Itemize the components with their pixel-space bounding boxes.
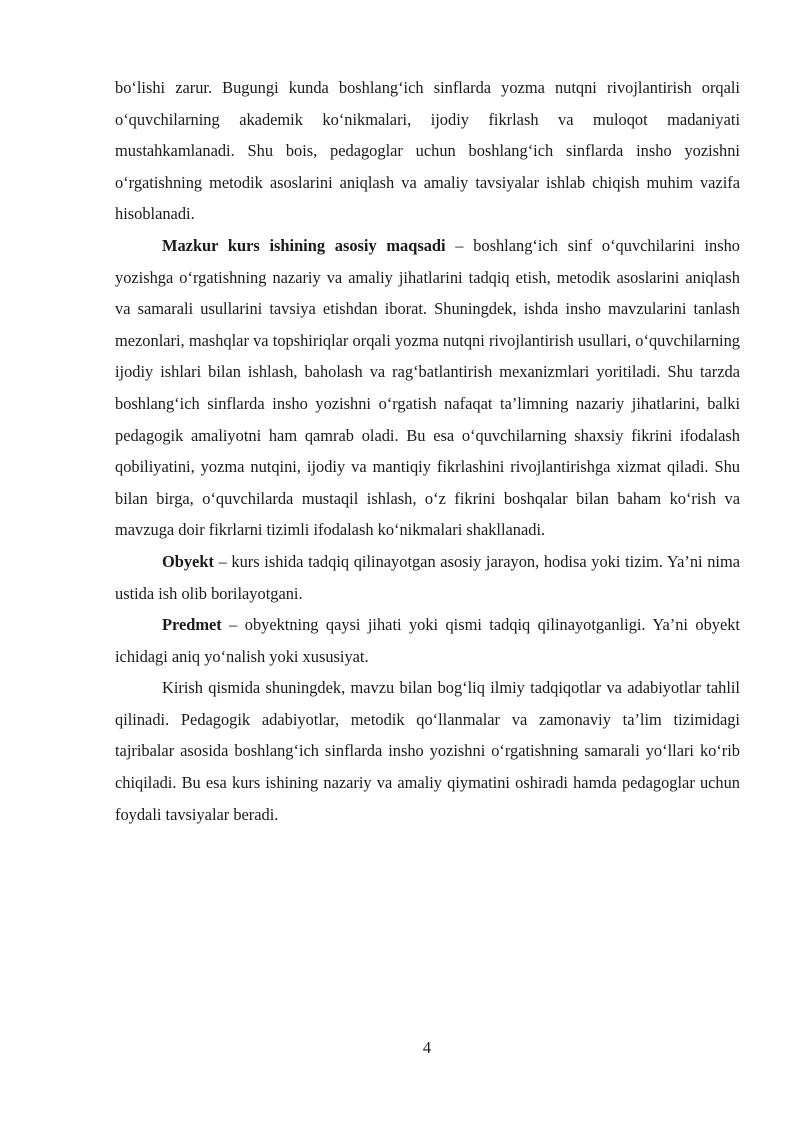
paragraph-object <box>115 546 740 609</box>
paragraph-continuation <box>115 72 740 230</box>
paragraph-text: Kirish qismida shuningdek, mavzu bilan bog‘liq ilmiy tadqiqotlar va adabiyotlar tahlil qilinadi. Pedagogik adabiyotlar, metodik qo‘llanmalar va zamonaviy ta’lim tizimidagi tajribalar asosida boshlang‘ich sinflarda insho yozishni o‘rgatishning samarali yo‘llari ko‘rib chiqiladi. Bu esa kurs ishining nazariy va amaliy qiymatini oshiradi hamda pedagoglar uchun foydali tavsiyalar beradi. <box>115 678 740 824</box>
page-number: 4 <box>422 1038 432 1057</box>
paragraph-introduction <box>115 672 740 830</box>
term-course-goal: Mazkur kurs ishining asosiy maqsadi <box>162 235 446 255</box>
paragraph-course-goal <box>115 230 740 546</box>
paragraph-subject <box>115 609 740 672</box>
paragraph-text: – kurs ishida tadqiq qilinayotgan asosiy jarayon, hodisa yoki tizim. Ya’ni nima ustida ish olib borilayotgani. <box>115 551 740 603</box>
term-subject: Predmet <box>162 615 222 635</box>
paragraph-text: – boshlang‘ich sinf o‘quvchilarini insho yozishga o‘rgatishning nazariy va amaliy jihatlarini tadqiq etish, metodik asoslarini aniqlash va samarali usullarini tavsiya etishdan iborat. Shuningdek, ishda insho mavzularini tanlash mezonlari, mashqlar va topshiriqlar orqali yozma nutqni rivojlantirish usullari, o‘quvchilarning ijodiy ishlari bilan ishlash, baholash va rag‘batlantirish mexanizmlari yoritiladi. Shu tarzda boshlang‘ich sinflarda insho yozishni o‘rgatish nafaqat ta’limning nazariy jihatlarini, balki pedagogik amaliyotni ham qamrab oladi. Bu esa o‘quvchilarning shaxsiy fikrini ifodalash qobiliyatini, yozma nutqini, ijodiy va mantiqiy fikrlashini rivojlantirishga xizmat qiladi. Shu bilan birga, o‘quvchilarda mustaqil ishlash, o‘z fikrini boshqalar bilan baham ko‘rish va mavzuga doir fikrlarni tizimli ifodalash ko‘nikmalari shakllanadi. <box>115 235 740 540</box>
term-object: Obyekt <box>162 551 214 571</box>
paragraph-text: – obyektning qaysi jihati yoki qismi tadqiq qilinayotganligi. Ya’ni obyekt ichidagi aniq yo‘nalish yoki xususiyat. <box>115 615 740 666</box>
paragraph-text: bo‘lishi zarur. Bugungi kunda boshlang‘ich sinflarda yozma nutqni rivojlantirish orqali o‘quvchilarning akademik ko‘nikmalari, ijodiy fikrlash va muloqot madaniyati mustahkamlanadi. Shu bois, pedagoglar uchun boshlang‘ich sinflarda insho yozishni o‘rgatishning metodik asoslarini aniqlash va amaliy tavsiyalar ishlab chiqish muhim vazifa hisoblanadi. <box>115 78 740 224</box>
document-page <box>115 72 740 830</box>
